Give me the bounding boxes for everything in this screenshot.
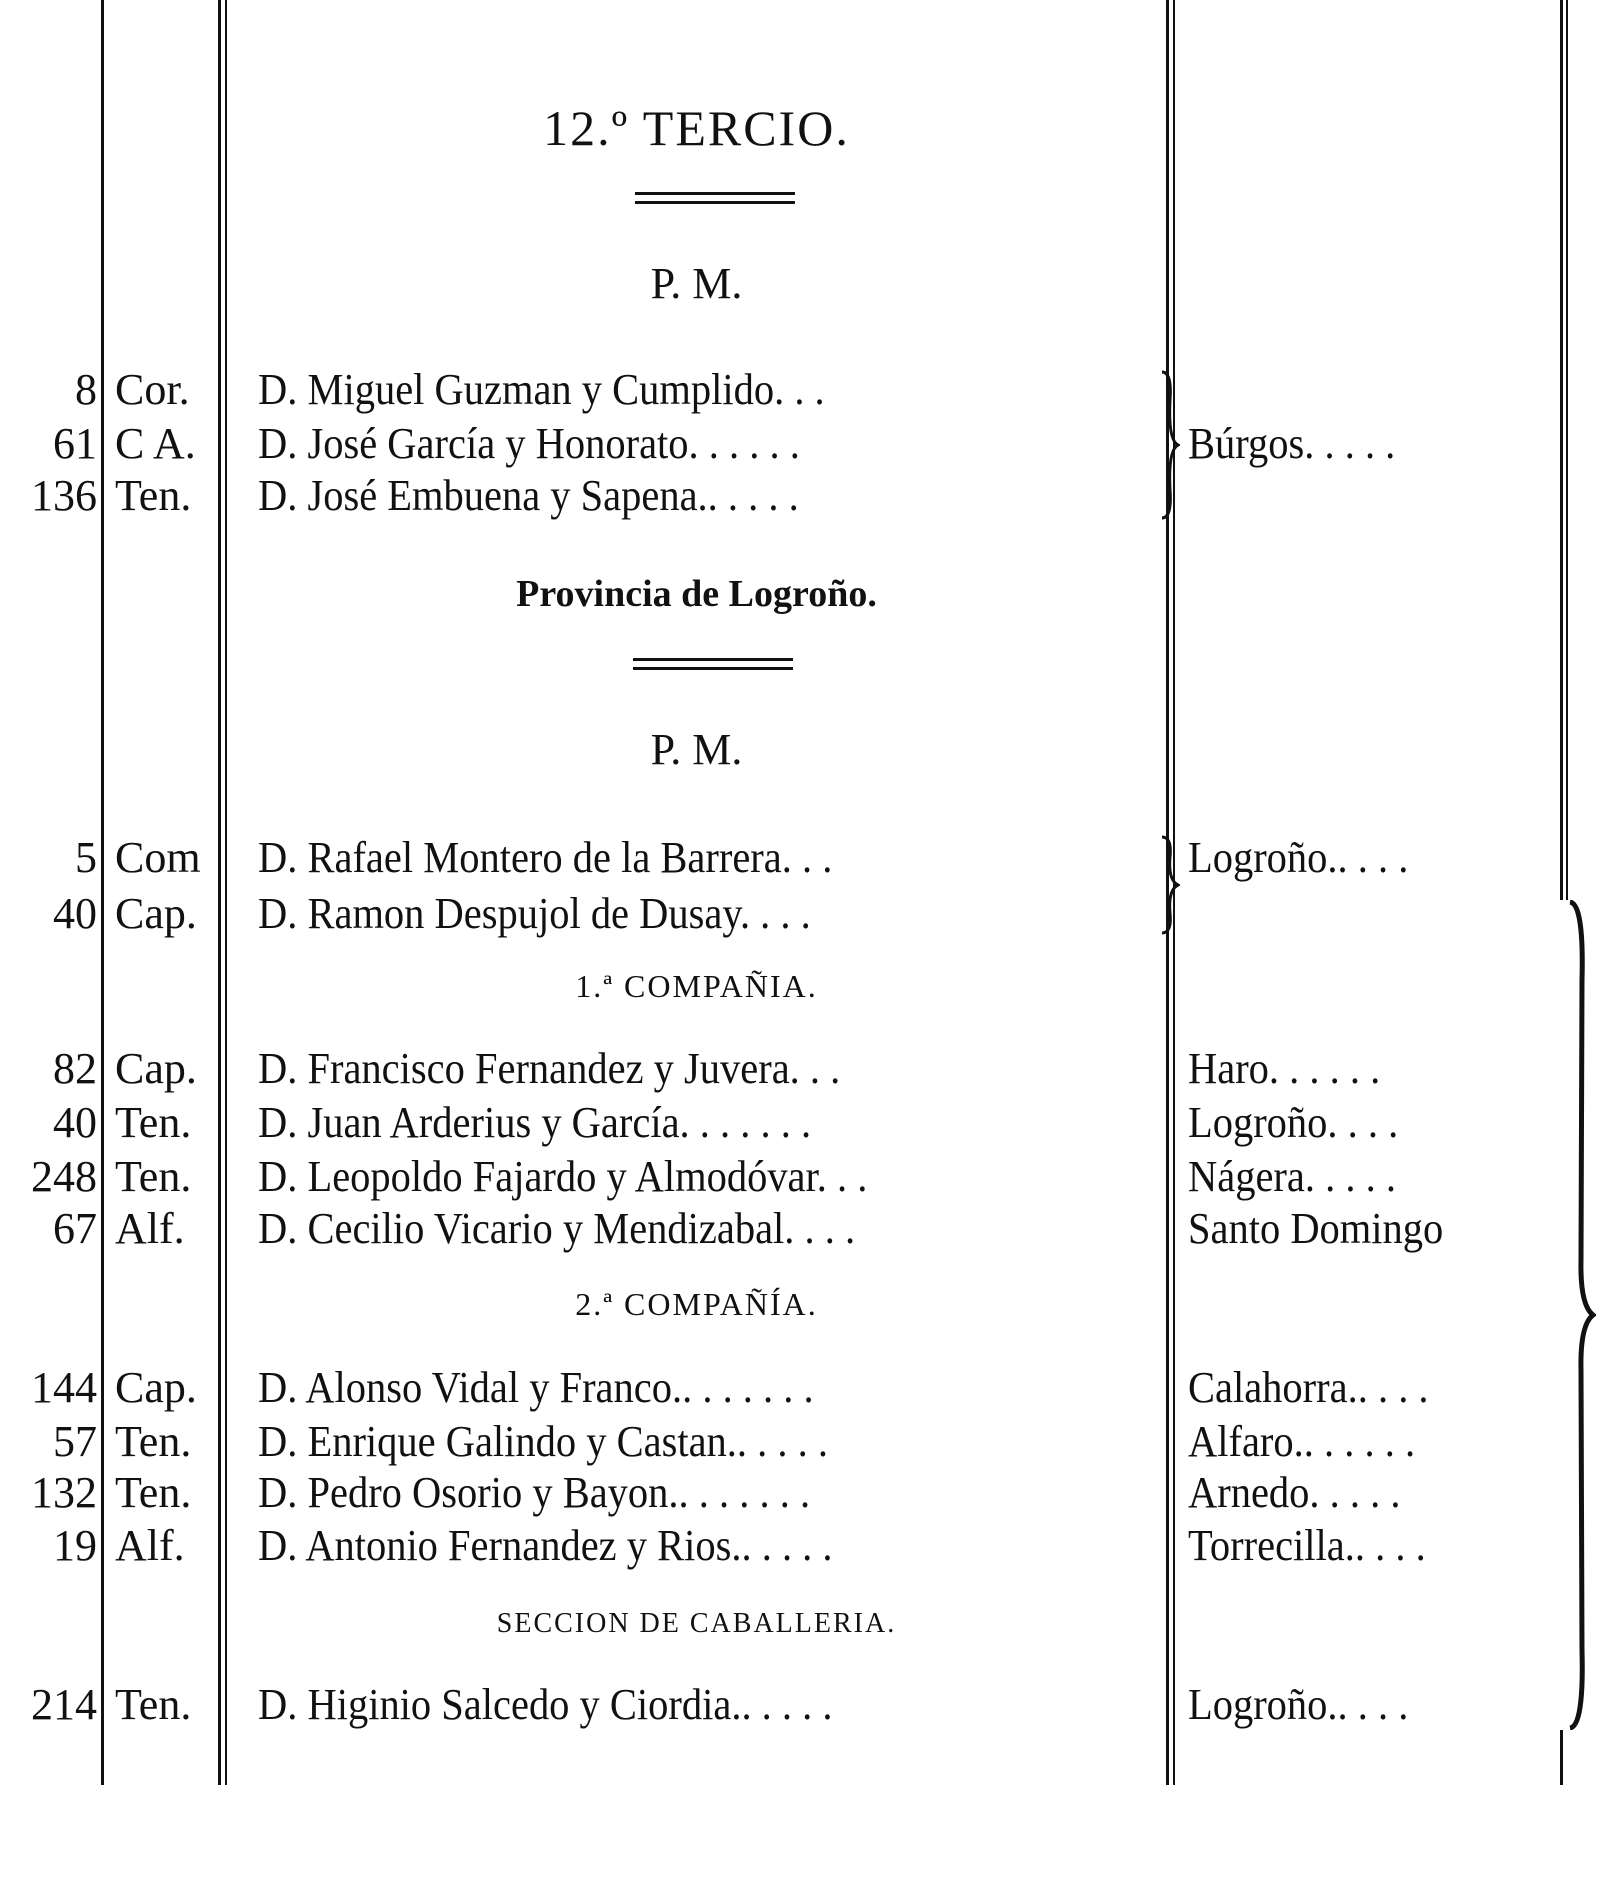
cell-rank: Ten. bbox=[115, 1098, 192, 1147]
table-row bbox=[0, 1467, 1600, 1521]
title-double-rule-2 bbox=[635, 201, 795, 204]
cell-num: 8 bbox=[75, 365, 97, 414]
cell-rank: Ten. bbox=[115, 1468, 192, 1517]
cell-place: Santo Domingo bbox=[1188, 1204, 1444, 1253]
cell-name: D. Ramon Despujol de Dusay. . . . bbox=[258, 889, 811, 938]
cell-rank: Alf. bbox=[115, 1521, 185, 1570]
cell-name: D. Higinio Salcedo y Ciordia.. . . . . bbox=[258, 1680, 833, 1729]
table-row bbox=[0, 888, 1600, 942]
cell-rank: Cor. bbox=[115, 365, 190, 414]
cell-place: Haro. . . . . . bbox=[1188, 1044, 1381, 1093]
table-row bbox=[0, 1097, 1600, 1151]
table-row bbox=[0, 364, 1600, 418]
table-row bbox=[0, 1362, 1600, 1416]
cell-name: D. Miguel Guzman y Cumplido. . . bbox=[258, 365, 825, 414]
cell-rank: Ten. bbox=[115, 1417, 192, 1466]
cell-rank: Ten. bbox=[115, 1680, 192, 1729]
table-row bbox=[0, 1520, 1600, 1574]
cell-rank: Ten. bbox=[115, 471, 192, 520]
cell-num: 61 bbox=[53, 419, 97, 468]
cell-place: Torrecilla.. . . . bbox=[1188, 1521, 1426, 1570]
document-title: 12.º TERCIO. bbox=[543, 100, 850, 156]
cell-num: 248 bbox=[31, 1152, 97, 1201]
cell-place: Logroño. . . . bbox=[1188, 1098, 1399, 1147]
cell-num: 67 bbox=[53, 1204, 97, 1253]
cell-name: D. Juan Arderius y García. . . . . . . bbox=[258, 1098, 812, 1147]
cell-place: Arnedo. . . . . bbox=[1188, 1468, 1401, 1517]
cell-num: 136 bbox=[31, 471, 97, 520]
section-heading: SECCION DE CABALLERIA. bbox=[496, 1608, 897, 1639]
cell-num: 40 bbox=[53, 1098, 97, 1147]
cell-place: Logroño.. . . . bbox=[1188, 1680, 1409, 1729]
cell-name: D. Enrique Galindo y Castan.. . . . . bbox=[258, 1417, 829, 1466]
cell-place: Nágera. . . . . bbox=[1188, 1152, 1396, 1201]
table-row bbox=[0, 1203, 1600, 1257]
cell-name: D. José Embuena y Sapena.. . . . . bbox=[258, 471, 799, 520]
cell-name: D. Francisco Fernandez y Juvera. . . bbox=[258, 1044, 841, 1093]
section-heading: Provincia de Logroño. bbox=[516, 573, 877, 615]
table-row bbox=[0, 470, 1600, 524]
cell-rank: Cap. bbox=[115, 1363, 197, 1412]
section-heading: 1.ª COMPAÑIA. bbox=[575, 968, 818, 1004]
cell-rank: C A. bbox=[115, 419, 196, 468]
section-heading: P. M. bbox=[650, 725, 743, 774]
table-row bbox=[0, 1151, 1600, 1205]
cell-rank: Alf. bbox=[115, 1204, 185, 1253]
cell-num: 214 bbox=[31, 1680, 97, 1729]
cell-num: 132 bbox=[31, 1468, 97, 1517]
cell-name: D. Leopoldo Fajardo y Almodóvar. . . bbox=[258, 1152, 868, 1201]
column-rule-4c bbox=[1560, 1730, 1563, 1785]
cell-rank: Ten. bbox=[115, 1152, 192, 1201]
table-row bbox=[0, 418, 1600, 472]
cell-num: 5 bbox=[75, 833, 97, 882]
table-row bbox=[0, 1679, 1600, 1733]
cell-place: Alfaro.. . . . . . bbox=[1188, 1417, 1416, 1466]
cell-place: Calahorra.. . . . bbox=[1188, 1363, 1429, 1412]
section-heading: P. M. bbox=[650, 259, 743, 308]
cell-name: D. Antonio Fernandez y Rios.. . . . . bbox=[258, 1521, 833, 1570]
right-group-brace bbox=[1568, 900, 1596, 1730]
cell-place: Búrgos. . . . . bbox=[1188, 419, 1396, 468]
cell-name: D. José García y Honorato. . . . . . bbox=[258, 419, 800, 468]
cell-num: 40 bbox=[53, 889, 97, 938]
cell-name: D. Cecilio Vicario y Mendizabal. . . . bbox=[258, 1204, 856, 1253]
table-row bbox=[0, 1043, 1600, 1097]
cell-num: 19 bbox=[53, 1521, 97, 1570]
cell-rank: Com bbox=[115, 833, 201, 882]
cell-rank: Cap. bbox=[115, 1044, 197, 1093]
cell-num: 57 bbox=[53, 1417, 97, 1466]
cell-num: 144 bbox=[31, 1363, 97, 1412]
table-row bbox=[0, 1416, 1600, 1470]
cell-place: Logroño.. . . . bbox=[1188, 833, 1409, 882]
province-double-rule bbox=[633, 658, 793, 661]
cell-name: D. Pedro Osorio y Bayon.. . . . . . . bbox=[258, 1468, 811, 1517]
cell-name: D. Rafael Montero de la Barrera. . . bbox=[258, 833, 833, 882]
province-double-rule-2 bbox=[633, 667, 793, 670]
cell-name: D. Alonso Vidal y Franco.. . . . . . . bbox=[258, 1363, 814, 1412]
cell-num: 82 bbox=[53, 1044, 97, 1093]
section-heading: 2.ª COMPAÑÍA. bbox=[575, 1286, 818, 1322]
table-row bbox=[0, 832, 1600, 886]
title-double-rule bbox=[635, 192, 795, 195]
cell-rank: Cap. bbox=[115, 889, 197, 938]
